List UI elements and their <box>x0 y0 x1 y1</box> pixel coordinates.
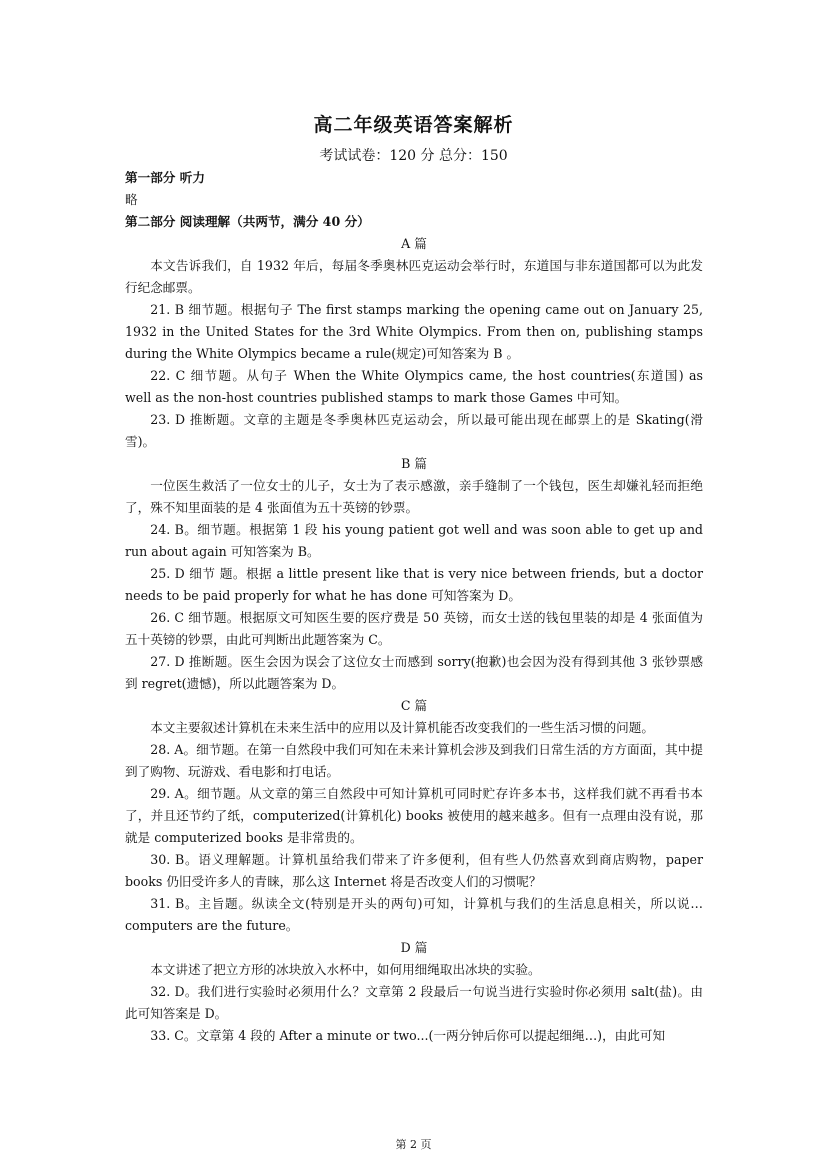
section-b-label: B 篇 <box>401 456 427 471</box>
answer-24: 24. B。细节题。根据第 1 段 his young patient got well and was soon able to get up and run about again 可知答案为 B。 <box>125 522 703 559</box>
part1-heading: 第一部分 听力 <box>125 170 205 185</box>
part2-heading: 第二部分 阅读理解（共两节，满分 40 分） <box>125 214 370 229</box>
page-number: 第 2 页 <box>395 1138 432 1151</box>
document-title: 高二年级英语答案解析 <box>313 114 514 136</box>
answer-33: 33. C。文章第 4 段的 After a minute or two...(一两分钟后你可以提起细绳…)，由此可知 <box>150 1028 666 1043</box>
answer-32: 32. D。我们进行实验时必须用什么？文章第 2 段最后一句说当进行实验时你必须用 salt(盐)。由此可知答案是 D。 <box>125 984 703 1021</box>
section-d-summary: 本文讲述了把立方形的冰块放入水杯中，如何用细绳取出冰块的实验。 <box>150 962 541 977</box>
answer-27: 27. D 推断题。医生会因为误会了这位女士而感到 sorry(抱歉)也会因为没有得到其他 3 张钞票感到 regret(遗憾)，所以此题答案为 D。 <box>125 654 703 691</box>
answer-30: 30. B。语义理解题。计算机虽给我们带来了许多便利，但有些人仍然喜欢到商店购物，paper books 仍旧受许多人的青睐，那么这 Internet 将是否改变人们的习惯呢？ <box>125 852 703 889</box>
section-c-label: C 篇 <box>400 698 428 713</box>
answer-26: 26. C 细节题。根据原文可知医生要的医疗费是 50 英镑，而女士送的钱包里装的却是 4 张面值为五十英镑的钞票，由此可判断出此题答案为 C。 <box>125 610 703 647</box>
section-d-label: D 篇 <box>400 940 428 955</box>
section-a-label: A 篇 <box>401 236 427 251</box>
answer-23: 23. D 推断题。文章的主题是冬季奥林匹克运动会，所以最可能出现在邮票上的是 Skating(滑雪)。 <box>125 412 703 449</box>
part1-note: 略 <box>125 192 138 207</box>
answer-25: 25. D 细节 题。根据 a little present like that is very nice between friends, but a doctor needs to be paid properly for what he has done 可知答案为 D。 <box>125 566 703 603</box>
section-b-summary: 一位医生救活了一位女士的儿子，女士为了表示感激，亲手缝制了一个钱包，医生却嫌礼轻而拒绝了，殊不知里面装的是 4 张面值为五十英镑的钞票。 <box>125 478 703 515</box>
document-subtitle: 考试试卷：120 分 总分：150 <box>319 148 508 164</box>
answer-28: 28. A。细节题。在第一自然段中我们可知在未来计算机会涉及到我们日常生活的方方面面，其中提到了购物、玩游戏、看电影和打电话。 <box>125 742 703 779</box>
section-c-summary: 本文主要叙述计算机在未来生活中的应用以及计算机能否改变我们的一些生活习惯的问题。 <box>150 720 654 735</box>
answer-22: 22. C 细节题。从句子 When the White Olympics came, the host countries(东道国) as well as the non-host countries published stamps to mark those Games 中可知。 <box>125 368 703 405</box>
answer-21: 21. B 细节题。根据句子 The first stamps marking the opening came out on January 25, 1932 in the United States for the 3rd White Olympics. From then on, publishing stamps during the White Olympics became a rule(规定)可知答案为 B 。 <box>125 302 703 361</box>
document-body <box>125 167 703 1047</box>
answer-29: 29. A。细节题。从文章的第三自然段中可知计算机可同时贮存许多本书，这样我们就不再看书本了，并且还节约了纸，computerized(计算机化) books 被使用的越来越多。但有一点理由没有说，那就是 computerized books 是非常贵的。 <box>125 786 703 845</box>
answer-31: 31. B。主旨题。纵读全文(特别是开头的两句)可知，计算机与我们的生活息息相关，所以说…computers are the future。 <box>125 896 703 933</box>
section-a-summary: 本文告诉我们，自 1932 年后，每届冬季奥林匹克运动会举行时，东道国与非东道国都可以为此发行纪念邮票。 <box>125 258 703 295</box>
